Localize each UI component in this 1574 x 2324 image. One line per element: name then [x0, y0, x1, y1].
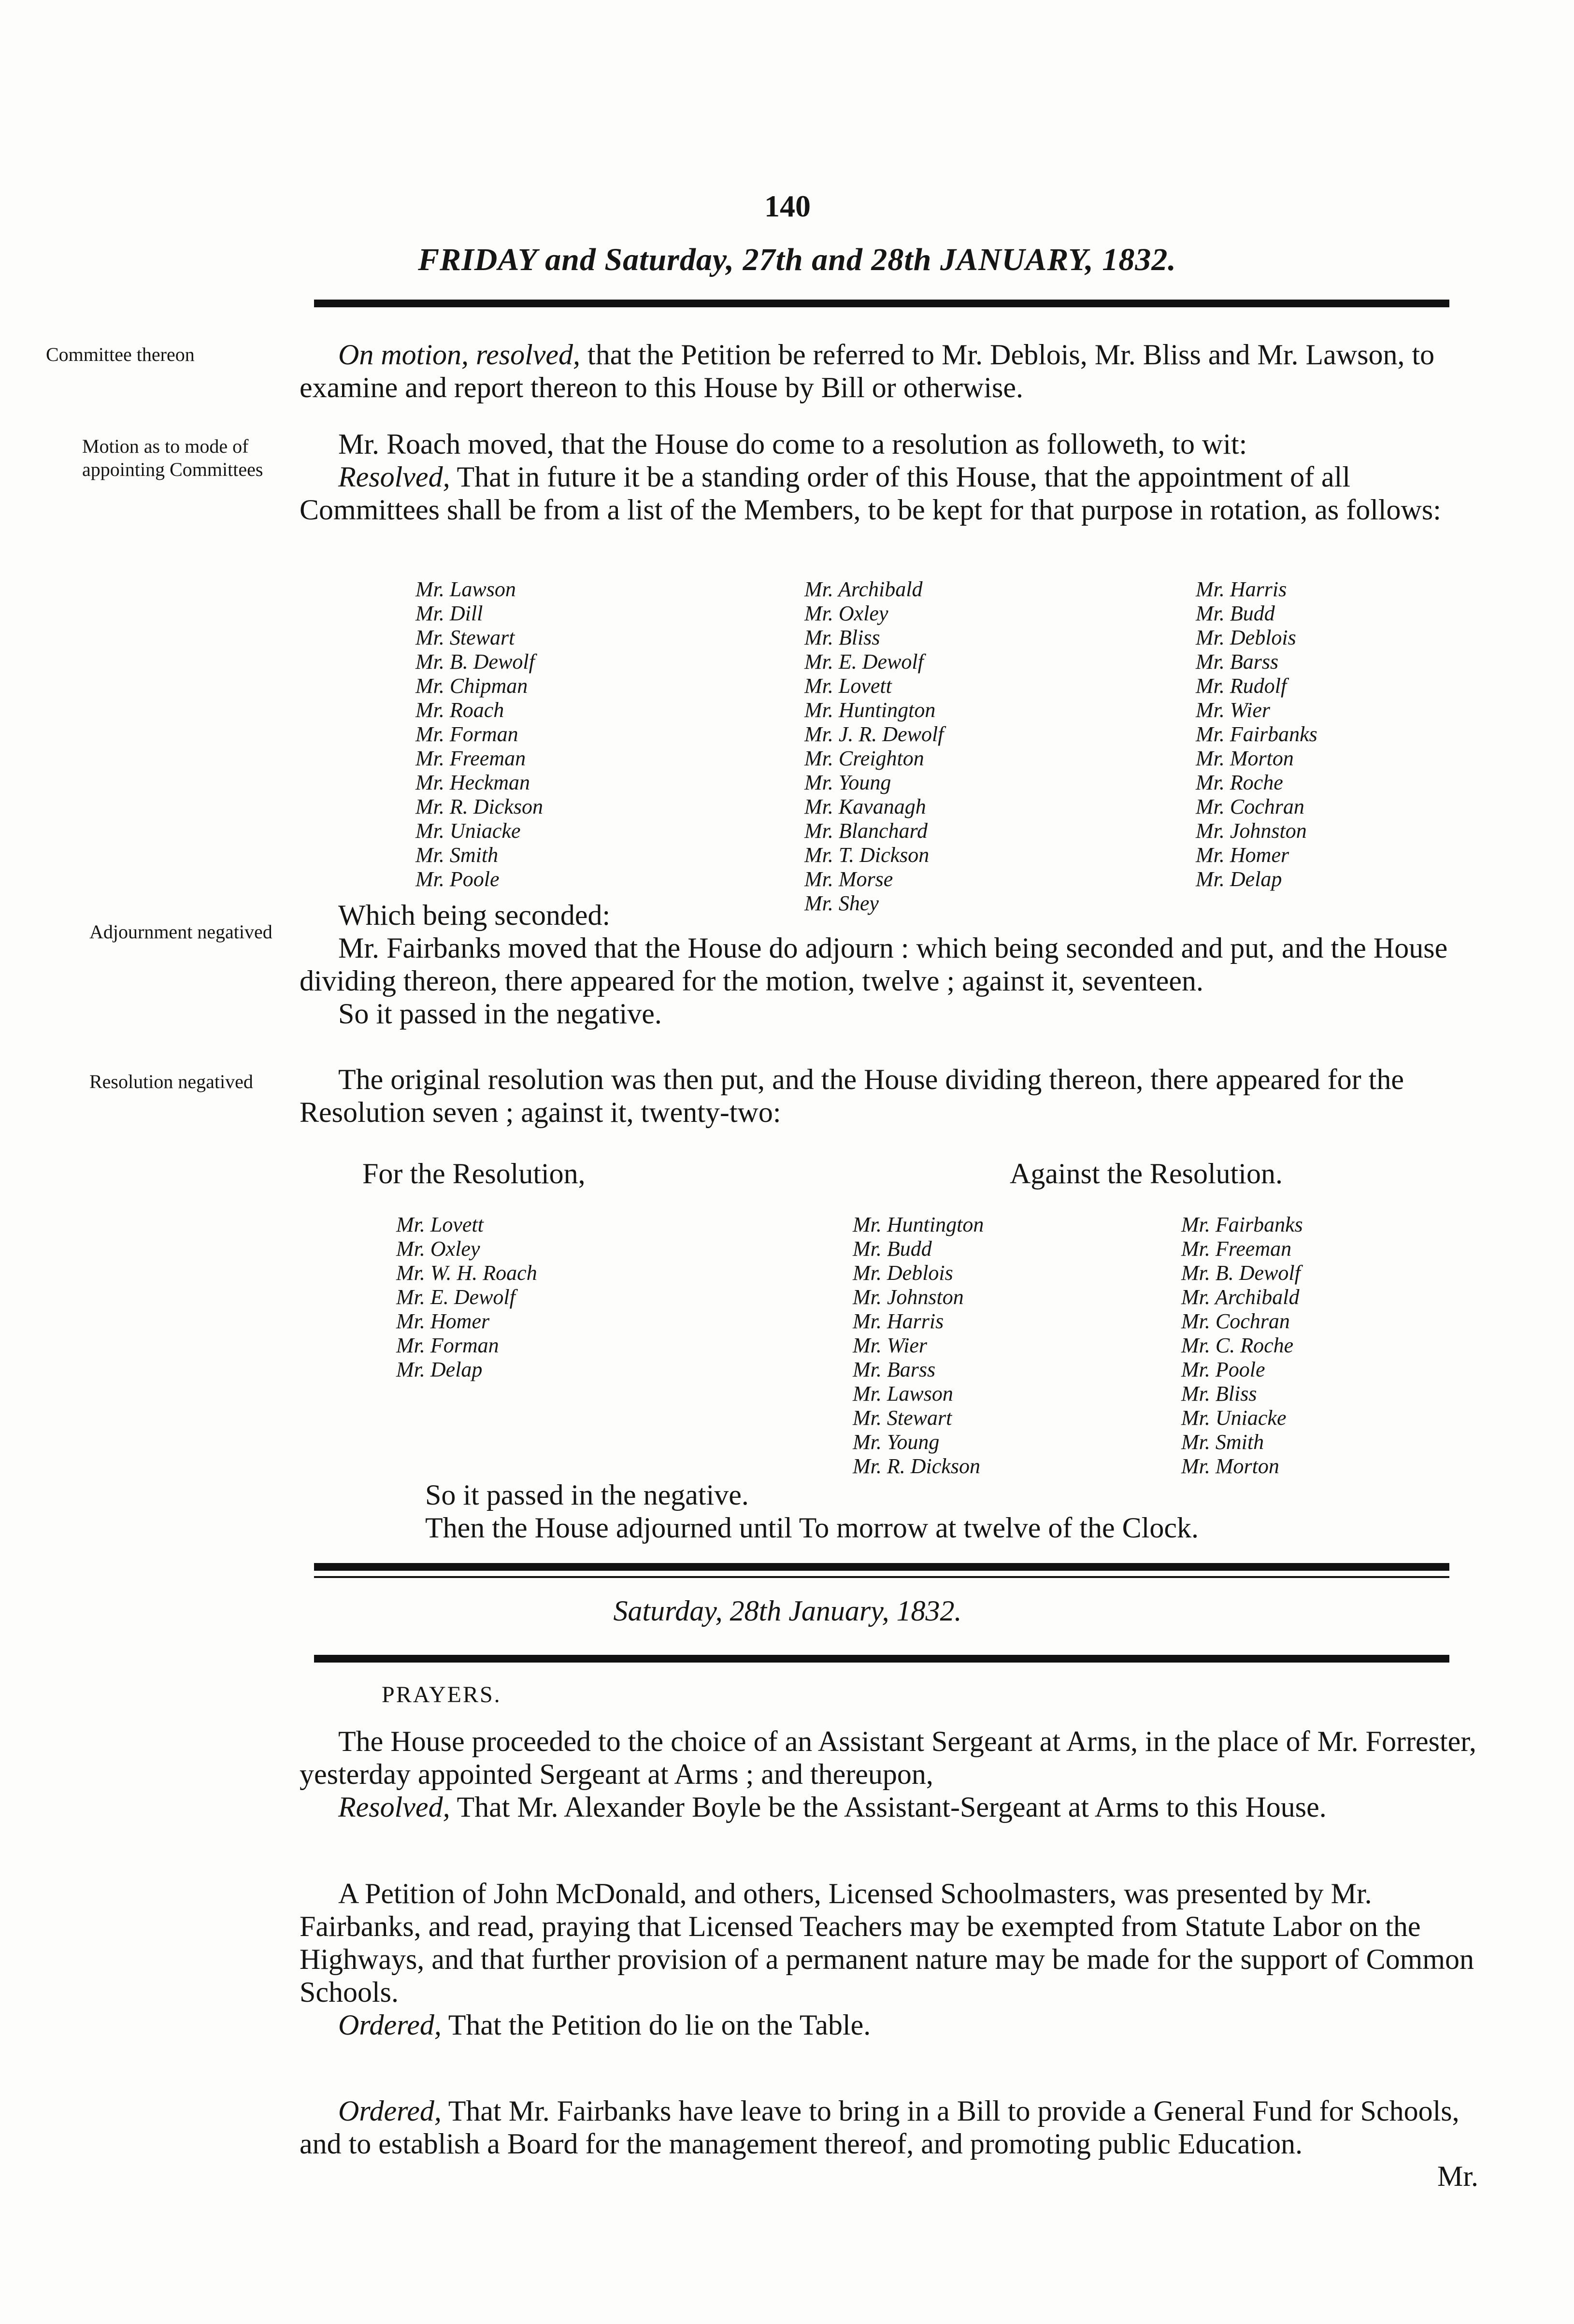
list-item: Mr. Stewart [415, 626, 515, 649]
list-item: Mr. Smith [1181, 1430, 1264, 1454]
section-rule-top [314, 1563, 1449, 1571]
against-resolution-list-1 [853, 1213, 1167, 1478]
original-resolution-paragraph [300, 1063, 1459, 1129]
list-item: Mr. Budd [1196, 602, 1275, 625]
list-item: Mr. Harris [1196, 577, 1287, 601]
list-item: Mr. Barss [1196, 650, 1279, 674]
against-resolution-list-2 [1181, 1213, 1495, 1478]
friday-closing [425, 1478, 1464, 1544]
list-item: Mr. C. Roche [1181, 1334, 1294, 1357]
list-item: Mr. Barss [853, 1358, 936, 1381]
list-item: Mr. Freeman [1181, 1237, 1292, 1261]
ordered-text-2: That Mr. Fairbanks have leave to bring in a Bill to provide a General Fund for Schools, and to establish a Board for the management thereof, and promoting public Education. [300, 2095, 1460, 2160]
list-item: Mr. Homer [1196, 843, 1289, 867]
ordered-lead-2: Ordered, [338, 2095, 442, 2127]
adjournment-paragraph [300, 899, 1459, 1030]
list-item: Mr. Oxley [804, 602, 888, 625]
list-item: Mr. Budd [853, 1237, 932, 1261]
resolved-text: That in future it be a standing order of this House, that the appointment of all Committees shall be from a list of the Members, to be kept for that purpose in rotation, as follows: [300, 461, 1441, 526]
list-item: Mr. Deblois [853, 1261, 953, 1285]
list-item: Mr. Fairbanks [1181, 1213, 1303, 1236]
adjourned-line: Then the House adjourned until To morrow at twelve of the Clock. [425, 1512, 1199, 1544]
list-item: Mr. Uniacke [415, 819, 521, 843]
margin-note-resolution: Resolution negatived [89, 1071, 253, 1092]
original-resolution: The original resolution was then put, and the House dividing thereon, there appeared for the Resolution seven ; against it, twenty-two: [300, 1063, 1404, 1128]
bill-paragraph [300, 2094, 1478, 2160]
list-item: Mr. Cochran [1181, 1309, 1290, 1333]
committee-text: that the Petition be referred to Mr. Deblois, Mr. Bliss and Mr. Lawson, to examine and report thereon to this House by Bill or otherwise. [300, 339, 1435, 403]
header-rule [314, 300, 1449, 307]
list-item: Mr. Delap [1196, 867, 1282, 891]
list-item: Mr. Lovett [804, 674, 892, 698]
fairbanks-adjourn: Mr. Fairbanks moved that the House do adjourn : which being seconded and put, and the House dividing thereon, there appeared for the motion, twelve ; against it, seventeen. [300, 932, 1448, 997]
ordered-lead-1: Ordered, [338, 2009, 442, 2041]
rotation-list-col2 [804, 577, 1143, 916]
list-item: Mr. Oxley [396, 1237, 480, 1261]
list-item: Mr. Stewart [853, 1406, 952, 1430]
list-item: Mr. Forman [415, 722, 518, 746]
list-item: Mr. Homer [396, 1309, 490, 1333]
list-item: Mr. Blanchard [804, 819, 928, 843]
list-item: Mr. Fairbanks [1196, 722, 1317, 746]
running-title: FRIDAY and Saturday, 27th and 28th JANUARY, 1832. [418, 242, 1176, 277]
ordered-text-1: That the Petition do lie on the Table. [448, 2009, 871, 2041]
for-resolution-list [396, 1213, 710, 1382]
list-item: Mr. Uniacke [1181, 1406, 1287, 1430]
list-item: Mr. Johnston [1196, 819, 1307, 843]
margin-note-motion: Motion as to mode of appointing Committees [82, 435, 263, 480]
sergeant-resolved-lead: Resolved, [338, 1791, 450, 1823]
list-item: Mr. Heckman [415, 771, 530, 794]
saturday-rule [314, 1655, 1449, 1663]
list-item: Mr. Morton [1196, 746, 1294, 770]
list-item: Mr. Young [853, 1430, 940, 1454]
list-item: Mr. Rudolf [1196, 674, 1287, 698]
list-item: Mr. Shey [804, 891, 879, 915]
rotation-list-col1 [415, 577, 754, 891]
list-item: Mr. Deblois [1196, 626, 1296, 649]
roach-motion: Mr. Roach moved, that the House do come to a resolution as followeth, to wit: [338, 428, 1247, 460]
catchword: Mr. [1437, 2160, 1478, 2192]
list-item: Mr. Huntington [853, 1213, 984, 1236]
list-item: Mr. Wier [853, 1334, 927, 1357]
list-item: Mr. Creighton [804, 746, 924, 770]
list-item: Mr. Archibald [1181, 1285, 1300, 1309]
list-item: Mr. B. Dewolf [415, 650, 535, 674]
list-item: Mr. Morton [1181, 1454, 1279, 1478]
page-number: 140 [764, 189, 811, 223]
list-item: Mr. Smith [415, 843, 499, 867]
list-item: Mr. Johnston [853, 1285, 964, 1309]
list-item: Mr. B. Dewolf [1181, 1261, 1301, 1285]
negative-line-1: So it passed in the negative. [338, 998, 662, 1030]
list-item: Mr. Chipman [415, 674, 528, 698]
section-rule-bottom [314, 1576, 1449, 1578]
sergeant-paragraph [300, 1725, 1478, 1823]
rotation-list-col3 [1196, 577, 1510, 891]
list-item: Mr. W. H. Roach [396, 1261, 537, 1285]
sergeant-resolved-text: That Mr. Alexander Boyle be the Assistant-Sergeant at Arms to this House. [457, 1791, 1327, 1823]
petition-text: A Petition of John McDonald, and others, Licensed Schoolmasters, was presented by Mr. Fairbanks, and read, praying that Licensed Teachers may be exempted from Statute Labor on the Highways, and that further provision of a permanent nature may be made for the support of Common Schools. [300, 1878, 1474, 2008]
list-item: Mr. Kavanagh [804, 795, 926, 818]
committee-paragraph [300, 338, 1459, 404]
petition-paragraph [300, 1877, 1478, 2041]
sergeant-text: The House proceeded to the choice of an Assistant Sergeant at Arms, in the place of Mr. Forrester, yesterday appointed Sergeant at Arms ; and thereupon, [300, 1725, 1476, 1790]
list-item: Mr. R. Dickson [853, 1454, 980, 1478]
list-item: Mr. Archibald [804, 577, 923, 601]
list-item: Mr. Freeman [415, 746, 526, 770]
list-item: Mr. Cochran [1196, 795, 1304, 818]
list-item: Mr. Lawson [853, 1382, 953, 1406]
list-item: Mr. Harris [853, 1309, 944, 1333]
list-item: Mr. Morse [804, 867, 893, 891]
list-item: Mr. Bliss [804, 626, 880, 649]
list-item: Mr. T. Dickson [804, 843, 930, 867]
list-item: Mr. Young [804, 771, 891, 794]
list-item: Mr. Roche [1196, 771, 1283, 794]
list-item: Mr. Lovett [396, 1213, 484, 1236]
committee-lead: On motion, resolved, [338, 339, 581, 371]
list-item: Mr. Poole [1181, 1358, 1265, 1381]
list-item: Mr. E. Dewolf [396, 1285, 515, 1309]
list-item: Mr. J. R. Dewolf [804, 722, 944, 746]
list-item: Mr. Roach [415, 698, 504, 722]
list-item: Mr. Dill [415, 602, 483, 625]
list-item: Mr. Wier [1196, 698, 1270, 722]
list-item: Mr. E. Dewolf [804, 650, 924, 674]
seconded-line: Which being seconded: [338, 899, 611, 931]
list-item: Mr. Delap [396, 1358, 483, 1381]
list-item: Mr. R. Dickson [415, 795, 543, 818]
margin-note-adjournment: Adjournment negatived [89, 921, 272, 943]
list-item: Mr. Huntington [804, 698, 936, 722]
list-item: Mr. Bliss [1181, 1382, 1257, 1406]
saturday-date-heading: Saturday, 28th January, 1832. [613, 1595, 962, 1627]
list-item: Mr. Forman [396, 1334, 499, 1357]
prayers-heading: PRAYERS. [382, 1682, 501, 1707]
against-resolution-heading: Against the Resolution. [1010, 1158, 1283, 1190]
for-resolution-heading: For the Resolution, [362, 1158, 586, 1190]
resolved-lead: Resolved, [338, 461, 450, 493]
list-item: Mr. Lawson [415, 577, 516, 601]
motion-paragraph [300, 428, 1459, 526]
margin-note-committee: Committee thereon [46, 344, 195, 365]
negative-line-2: So it passed in the negative. [425, 1479, 749, 1511]
list-item: Mr. Poole [415, 867, 500, 891]
